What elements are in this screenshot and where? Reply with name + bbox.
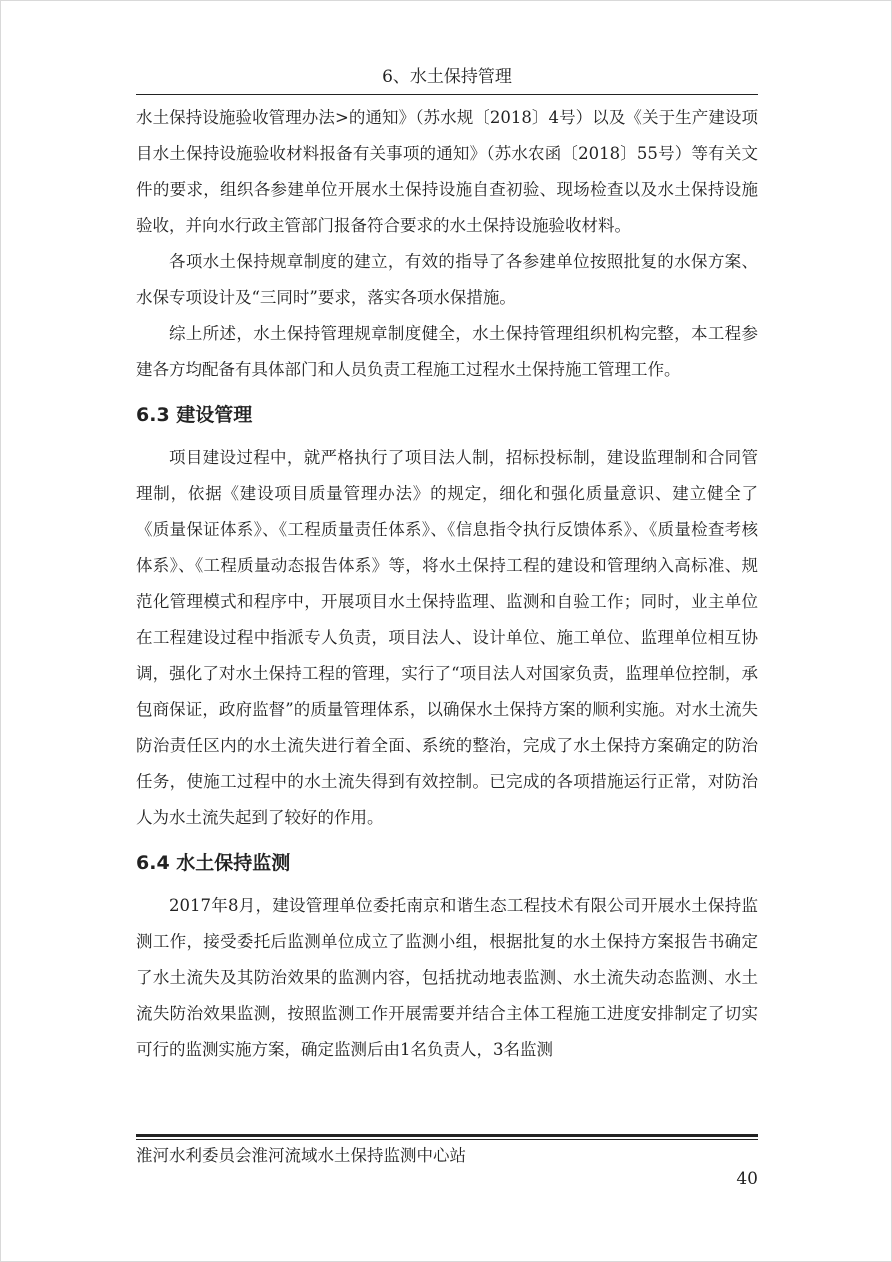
footer-rule-thick [136,1134,758,1137]
document-body [136,100,758,1068]
body-paragraph-rules: 各项水土保持规章制度的建立，有效的指导了各参建单位按照批复的水保方案、水保专项设计及“三同时”要求，落实各项水保措施。 [136,252,758,307]
footer-organization: 淮河水利委员会淮河流域水土保持监测中心站 [136,1146,466,1165]
page-number: 40 [736,1169,758,1189]
section-heading-6-3: 6.3 建设管理 [136,404,253,426]
section-heading-6-4: 6.4 水土保持监测 [136,852,291,874]
running-header: 6、水土保持管理 [136,60,758,95]
footer-rule-thin [136,1139,758,1140]
section-6-4-paragraph: 2017年8月，建设管理单位委托南京和谐生态工程技术有限公司开展水土保持监测工作，接受委托后监测单位成立了监测小组，根据批复的水土保持方案报告书确定了水土流失及其防治效果的监测内容，包括扰动地表监测、水土流失动态监测、水土流失防治效果监测，按照监测工作开展需要并结合主体工程施工进度安排制定了切实可行的监测实施方案，确定监测后由1名负责人，3名监测 [136,896,758,1059]
body-paragraph-summary: 综上所述，水土保持管理规章制度健全，水土保持管理组织机构完整，本工程参建各方均配备有具体部门和人员负责工程施工过程水土保持施工管理工作。 [136,324,758,379]
section-6-3-paragraph: 项目建设过程中，就严格执行了项目法人制，招标投标制，建设监理制和合同管理制，依据《建设项目质量管理办法》的规定，细化和强化质量意识、建立健全了《质量保证体系》、《工程质量责任体系》、《信息指令执行反馈体系》、《质量检查考核体系》、《工程质量动态报告体系》等，将水土保持工程的建设和管理纳入高标准、规范化管理模式和程序中，开展项目水土保持监理、监测和自验工作；同时，业主单位在工程建设过程中指派专人负责，项目法人、设计单位、施工单位、监理单位相互协调，强化了对水土保持工程的管理，实行了“项目法人对国家负责，监理单位控制，承包商保证，政府监督”的质量管理体系，以确保水土保持方案的顺利实施。对水土流失防治责任区内的水土流失进行着全面、系统的整治，完成了水土保持方案确定的防治任务，使施工过程中的水土流失得到有效控制。已完成的各项措施运行正常，对防治人为水土流失起到了较好的作用。 [136,448,758,827]
body-paragraph-intro: 水土保持设施验收管理办法>的通知》（苏水规〔2018〕4号）以及《关于生产建设项目水土保持设施验收材料报备有关事项的通知》（苏水农函〔2018〕55号）等有关文件的要求，组织各参建单位开展水土保持设施自查初验、现场检查以及水土保持设施验收，并向水行政主管部门报备符合要求的水土保持设施验收材料。 [136,108,758,235]
